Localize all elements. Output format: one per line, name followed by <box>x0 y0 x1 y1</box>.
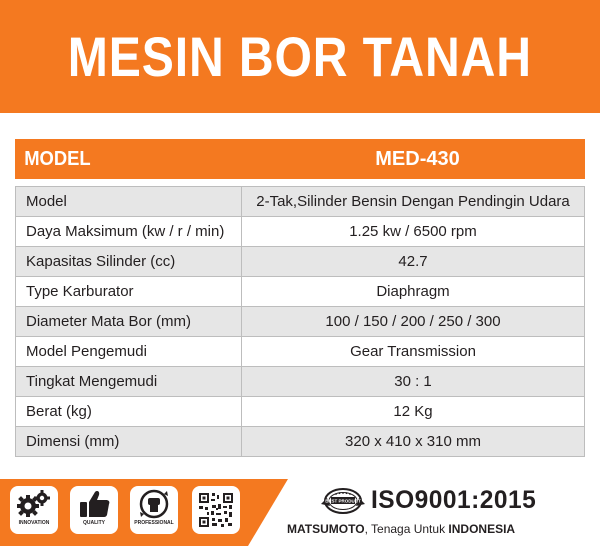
spec-label: Type Karburator <box>16 277 242 307</box>
spec-value: 320 x 410 x 310 mm <box>242 427 585 457</box>
badge-caption: INNOVATION <box>18 520 50 526</box>
qr-code-icon <box>196 490 236 530</box>
country-name: INDONESIA <box>448 522 516 536</box>
spec-label: Model <box>16 187 242 217</box>
header-banner <box>0 0 600 113</box>
badge-caption: PROFESSIONAL <box>134 520 174 526</box>
best-product-seal-icon <box>318 484 368 518</box>
spec-label: Berat (kg) <box>16 397 242 427</box>
seal-text: BEST PRODUCT <box>325 498 361 504</box>
spec-value: 100 / 150 / 200 / 250 / 300 <box>242 307 585 337</box>
iso-certification-text: ISO9001:2015 <box>371 486 537 514</box>
model-bar-value: MED-430 <box>375 147 460 170</box>
page-title: MESIN BOR TANAH <box>67 25 533 88</box>
spec-value: 1.25 kw / 6500 rpm <box>242 217 585 247</box>
spec-label: Daya Maksimum (kw / r / min) <box>16 217 242 247</box>
table-row <box>16 337 585 367</box>
spec-value: 30 : 1 <box>242 367 585 397</box>
tagline-middle: , Tenaga Untuk <box>364 522 449 536</box>
fist-icon <box>136 489 172 519</box>
table-row <box>16 367 585 397</box>
spec-label: Dimensi (mm) <box>16 427 242 457</box>
spec-label: Model Pengemudi <box>16 337 242 367</box>
quality-badge <box>70 486 118 534</box>
spec-value: Gear Transmission <box>242 337 585 367</box>
model-bar <box>15 139 585 179</box>
professional-badge <box>130 486 178 534</box>
spec-value: 2-Tak,Silinder Bensin Dengan Pendingin Udara <box>242 187 585 217</box>
spec-label: Diameter Mata Bor (mm) <box>16 307 242 337</box>
table-row <box>16 427 585 457</box>
footer-tagline <box>287 522 515 536</box>
table-row <box>16 217 585 247</box>
spec-value: 42.7 <box>242 247 585 277</box>
gears-icon <box>16 489 52 519</box>
spec-label: Kapasitas Silinder (cc) <box>16 247 242 277</box>
innovation-badge <box>10 486 58 534</box>
brand-name: MATSUMOTO <box>287 522 365 536</box>
badge-caption: QUALITY <box>83 520 105 526</box>
table-row <box>16 277 585 307</box>
table-row <box>16 307 585 337</box>
spec-label: Tingkat Mengemudi <box>16 367 242 397</box>
model-bar-label: MODEL <box>24 147 91 170</box>
spec-value: 12 Kg <box>242 397 585 427</box>
table-row <box>16 397 585 427</box>
spec-table <box>15 186 585 457</box>
spec-value: Diaphragm <box>242 277 585 307</box>
thumbs-up-icon <box>76 489 112 519</box>
qr-code-badge <box>192 486 240 534</box>
table-row <box>16 247 585 277</box>
table-row <box>16 187 585 217</box>
